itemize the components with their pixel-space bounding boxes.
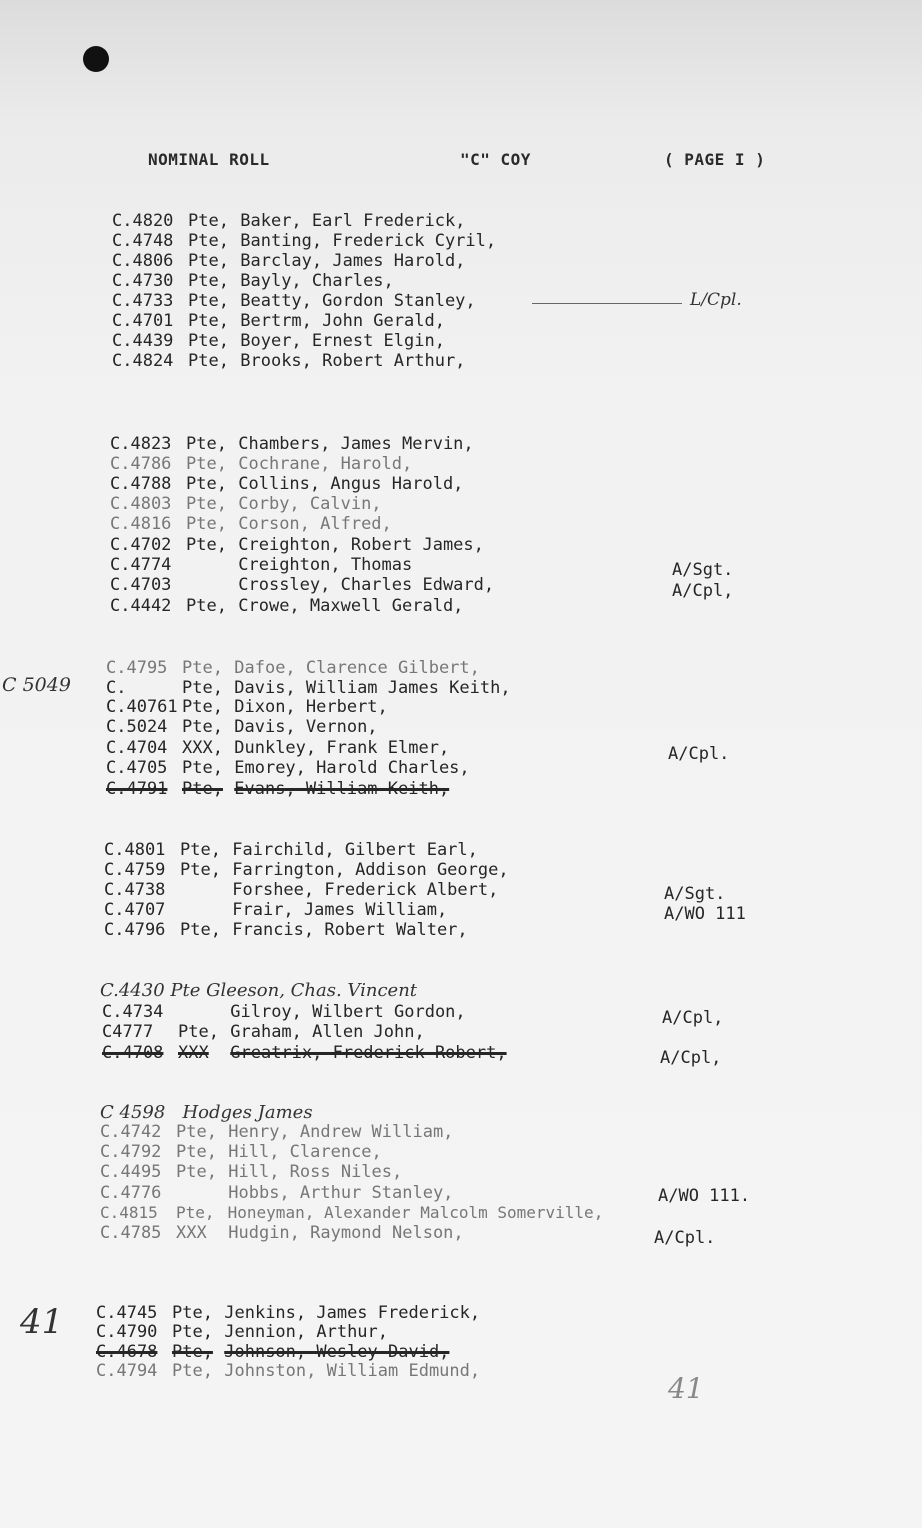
roll-entry: C.4702 Pte, Creighton, Robert James,	[110, 535, 484, 555]
roll-entry: C.4733 Pte, Beatty, Gordon Stanley,	[112, 291, 476, 311]
roll-entry-struck: C.4678 Pte, Johnson, Wesley David,	[96, 1342, 450, 1362]
appointment-greatrix: A/Cpl,	[660, 1048, 722, 1068]
roll-entry: C. Pte, Davis, William James Keith,	[106, 678, 511, 698]
roll-entry: C.4745 Pte, Jenkins, James Frederick,	[96, 1303, 481, 1323]
roll-entry: C.4730 Pte, Bayly, Charles,	[112, 271, 394, 291]
roll-entry: C.4759 Pte, Farrington, Addison George,	[104, 860, 509, 880]
roll-entry: C.4785 XXX Hudgin, Raymond Nelson,	[100, 1223, 464, 1243]
margin-number: C 5049	[2, 674, 71, 696]
roll-entry: C.5024 Pte, Davis, Vernon,	[106, 717, 378, 737]
roll-entry: C.4776 Hobbs, Arthur Stanley,	[100, 1183, 454, 1203]
roll-entry: C.4794 Pte, Johnston, William Edmund,	[96, 1361, 481, 1381]
roll-entry: C.4786 Pte, Cochrane, Harold,	[110, 454, 413, 474]
page-label: ( PAGE I )	[664, 150, 766, 169]
roll-entry: C.4820 Pte, Baker, Earl Frederick,	[112, 211, 466, 231]
roll-entry: C.4738 Forshee, Frederick Albert,	[104, 880, 499, 900]
roll-entry: C.4701 Pte, Bertrm, John Gerald,	[112, 311, 445, 331]
company-label: "C" COY	[460, 150, 531, 169]
roll-entry: C.4442 Pte, Crowe, Maxwell Gerald,	[110, 596, 464, 616]
roll-entry: C.4495 Pte, Hill, Ross Niles,	[100, 1162, 403, 1182]
appointment-forshee: A/Sgt.	[664, 884, 726, 904]
margin-mark-left: 41	[20, 1302, 64, 1342]
roll-entry: C.4806 Pte, Barclay, James Harold,	[112, 251, 466, 271]
roll-entry: C.4816 Pte, Corson, Alfred,	[110, 514, 392, 534]
roll-entry: C.4815 Pte, Honeyman, Alexander Malcolm Somerville,	[100, 1203, 604, 1222]
appointment-beatty: L/Cpl.	[690, 290, 742, 310]
margin-mark-right: 41	[668, 1372, 704, 1405]
punch-hole	[83, 46, 109, 72]
roll-entry: C.4703 Crossley, Charles Edward,	[110, 575, 495, 595]
roll-entry: C.4748 Pte, Banting, Frederick Cyril,	[112, 231, 497, 251]
roll-entry: C.4707 Frair, James William,	[104, 900, 448, 920]
roll-title: NOMINAL ROLL	[148, 150, 270, 169]
appointment-hobbs: A/WO 111.	[658, 1186, 751, 1206]
roll-entry: C.4790 Pte, Jennion, Arthur,	[96, 1322, 389, 1342]
roll-entry: C.4823 Pte, Chambers, James Mervin,	[110, 434, 474, 454]
roll-entry: C.40761 Pte, Dixon, Herbert,	[106, 697, 388, 717]
roll-entry: C.4796 Pte, Francis, Robert Walter,	[104, 920, 468, 940]
roll-entry: C.4803 Pte, Corby, Calvin,	[110, 494, 382, 514]
appointment-dunkley: A/Cpl.	[668, 744, 730, 764]
roll-entry: C.4824 Pte, Brooks, Robert Arthur,	[112, 351, 466, 371]
roll-entry-struck: C.4708 XXX Greatrix, Frederick Robert,	[102, 1043, 507, 1063]
roll-entry: C.4774 Creighton, Thomas	[110, 555, 413, 575]
roll-entry: C.4439 Pte, Boyer, Ernest Elgin,	[112, 331, 445, 351]
pointer-line	[532, 303, 682, 304]
appointment-frair: A/WO 111	[664, 904, 746, 924]
roll-entry: C.4792 Pte, Hill, Clarence,	[100, 1142, 382, 1162]
roll-entry: C4777 Pte, Graham, Allen John,	[102, 1022, 425, 1042]
handwritten-hodges: C 4598 Hodges James	[100, 1102, 313, 1123]
roll-entry-struck: C.4791 Pte, Evans, William Keith,	[106, 779, 450, 799]
appointment-gilroy: A/Cpl,	[662, 1008, 724, 1028]
roll-entry: C.4801 Pte, Fairchild, Gilbert Earl,	[104, 840, 478, 860]
appointment-creighton: A/Sgt.	[672, 560, 734, 580]
roll-entry: C.4742 Pte, Henry, Andrew William,	[100, 1122, 454, 1142]
appointment-hudgin: A/Cpl.	[654, 1228, 716, 1248]
appointment-crossley: A/Cpl,	[672, 581, 734, 601]
roll-entry: C.4705 Pte, Emorey, Harold Charles,	[106, 758, 470, 778]
handwritten-gleeson: C.4430 Pte Gleeson, Chas. Vincent	[100, 980, 418, 1001]
roll-entry: C.4734 Gilroy, Wilbert Gordon,	[102, 1002, 466, 1022]
roll-entry: C.4704 XXX, Dunkley, Frank Elmer,	[106, 738, 450, 758]
roll-entry: C.4788 Pte, Collins, Angus Harold,	[110, 474, 464, 494]
roll-entry: C.4795 Pte, Dafoe, Clarence Gilbert,	[106, 658, 480, 678]
